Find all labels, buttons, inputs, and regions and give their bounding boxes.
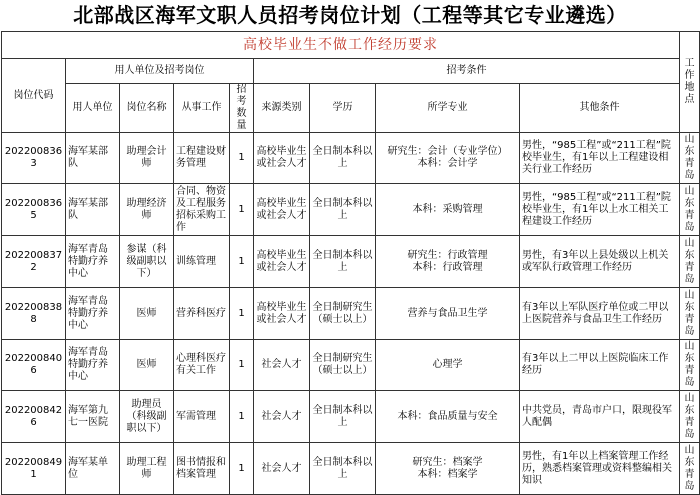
cell-source: 社会人才 [254, 391, 310, 443]
cell-unit: 海军某单位 [66, 443, 120, 495]
cell-major: 本科：采购管理 [376, 184, 520, 236]
cell-major: 本科：食品质量与安全 [376, 391, 520, 443]
cell-count: 1 [230, 443, 254, 495]
cell-major: 心理学 [376, 340, 520, 391]
table-row [2, 184, 700, 236]
cell-other: 男性，“985工程”或“211工程”院校毕业生，有1年以上工程建设相关行业工作经历 [520, 133, 680, 184]
cell-count: 1 [230, 340, 254, 391]
table-row [2, 340, 700, 391]
cell-source: 高校毕业生或社会人才 [254, 236, 310, 288]
cell-location: 山东青岛 [680, 391, 700, 443]
header-education: 学历 [310, 84, 376, 133]
cell-education: 全日制研究生（硕士以上） [310, 288, 376, 340]
cell-code: 2022008365 [2, 184, 66, 236]
cell-code: 2022008406 [2, 340, 66, 391]
cell-code: 2022008388 [2, 288, 66, 340]
cell-code: 2022008426 [2, 391, 66, 443]
header-other: 其他条件 [520, 84, 680, 133]
cell-work: 营养科医疗 [174, 288, 230, 340]
header-unit: 用人单位 [66, 84, 120, 133]
header-location: 工作地点 [680, 32, 700, 133]
cell-other: 中共党员，青岛市户口，限现役军人配偶 [520, 391, 680, 443]
cell-education: 全日制本科以上 [310, 184, 376, 236]
cell-source: 高校毕业生或社会人才 [254, 184, 310, 236]
cell-work: 训练管理 [174, 236, 230, 288]
cell-other: 男性，“985工程”或“211工程”院校毕业生，有1年以上水工相关工程建设工作经历 [520, 184, 680, 236]
cell-work: 军需管理 [174, 391, 230, 443]
cell-count: 1 [230, 133, 254, 184]
cell-position: 助理会计师 [120, 133, 174, 184]
cell-source: 社会人才 [254, 340, 310, 391]
cell-education: 全日制本科以上 [310, 443, 376, 495]
cell-source: 高校毕业生或社会人才 [254, 288, 310, 340]
cell-source: 高校毕业生或社会人才 [254, 133, 310, 184]
header-position: 岗位名称 [120, 84, 174, 133]
header-code: 岗位代码 [2, 59, 66, 133]
header-conditions-group: 招考条件 [254, 59, 680, 84]
cell-education: 全日制本科以上 [310, 133, 376, 184]
cell-location: 山东青岛 [680, 443, 700, 495]
header-employer-group: 用人单位及招考岗位 [66, 59, 254, 84]
header-source: 来源类别 [254, 84, 310, 133]
cell-major: 营养与食品卫生学 [376, 288, 520, 340]
header-count: 招考数量 [230, 84, 254, 133]
page-title: 北部战区海军文职人员招考岗位计划（工程等其它专业遴选） [73, 3, 627, 27]
cell-code: 2022008491 [2, 443, 66, 495]
cell-source: 社会人才 [254, 443, 310, 495]
cell-work: 合同、物资及工程服务招标采购工作 [174, 184, 230, 236]
cell-work: 图书情报和档案管理 [174, 443, 230, 495]
cell-location: 山东青岛 [680, 236, 700, 288]
cell-position: 参谋（科级副职以下） [120, 236, 174, 288]
cell-position: 医师 [120, 340, 174, 391]
cell-unit: 海军青岛特勤疗养中心 [66, 236, 120, 288]
cell-education: 全日制研究生（硕士以上） [310, 340, 376, 391]
table-row [2, 391, 700, 443]
cell-education: 全日制本科以上 [310, 391, 376, 443]
cell-location: 山东青岛 [680, 288, 700, 340]
cell-count: 1 [230, 391, 254, 443]
cell-location: 山东青岛 [680, 340, 700, 391]
cell-major: 研究生：行政管理 本科：行政管理 [376, 236, 520, 288]
cell-position: 医师 [120, 288, 174, 340]
cell-unit: 海军青岛特勤疗养中心 [66, 340, 120, 391]
cell-unit: 海军某部队 [66, 133, 120, 184]
cell-location: 山东青岛 [680, 133, 700, 184]
subtitle: 高校毕业生不做工作经历要求 [2, 32, 680, 59]
table-row [2, 236, 700, 288]
cell-education: 全日制本科以上 [310, 236, 376, 288]
cell-count: 1 [230, 184, 254, 236]
table-row [2, 443, 700, 495]
cell-position: 助理经济师 [120, 184, 174, 236]
cell-work: 工程建设财务管理 [174, 133, 230, 184]
cell-unit: 海军某部队 [66, 184, 120, 236]
header-work: 从事工作 [174, 84, 230, 133]
cell-major: 研究生：会计（专业学位） 本科：会计学 [376, 133, 520, 184]
cell-code: 2022008363 [2, 133, 66, 184]
cell-code: 2022008372 [2, 236, 66, 288]
cell-unit: 海军青岛特勤疗养中心 [66, 288, 120, 340]
cell-count: 1 [230, 288, 254, 340]
cell-other: 有3年以上军队医疗单位或二甲以上医院营养与食品卫生工作经历 [520, 288, 680, 340]
cell-location: 山东青岛 [680, 184, 700, 236]
cell-other: 男性，有3年以上县处级以上机关或军队行政管理工作经历 [520, 236, 680, 288]
cell-major: 研究生：档案学 本科：档案学 [376, 443, 520, 495]
cell-position: 助理员（科级副职以下） [120, 391, 174, 443]
recruitment-table [1, 31, 700, 495]
table-row [2, 133, 700, 184]
cell-other: 有3年以上二甲以上医院临床工作经历 [520, 340, 680, 391]
cell-unit: 海军第九七一医院 [66, 391, 120, 443]
cell-work: 心理科医疗有关工作 [174, 340, 230, 391]
cell-other: 男性，有1年以上档案管理工作经历，熟悉档案管理或资料整编相关知识 [520, 443, 680, 495]
table-row [2, 288, 700, 340]
header-major: 所学专业 [376, 84, 520, 133]
cell-position: 助理工程师 [120, 443, 174, 495]
cell-count: 1 [230, 236, 254, 288]
